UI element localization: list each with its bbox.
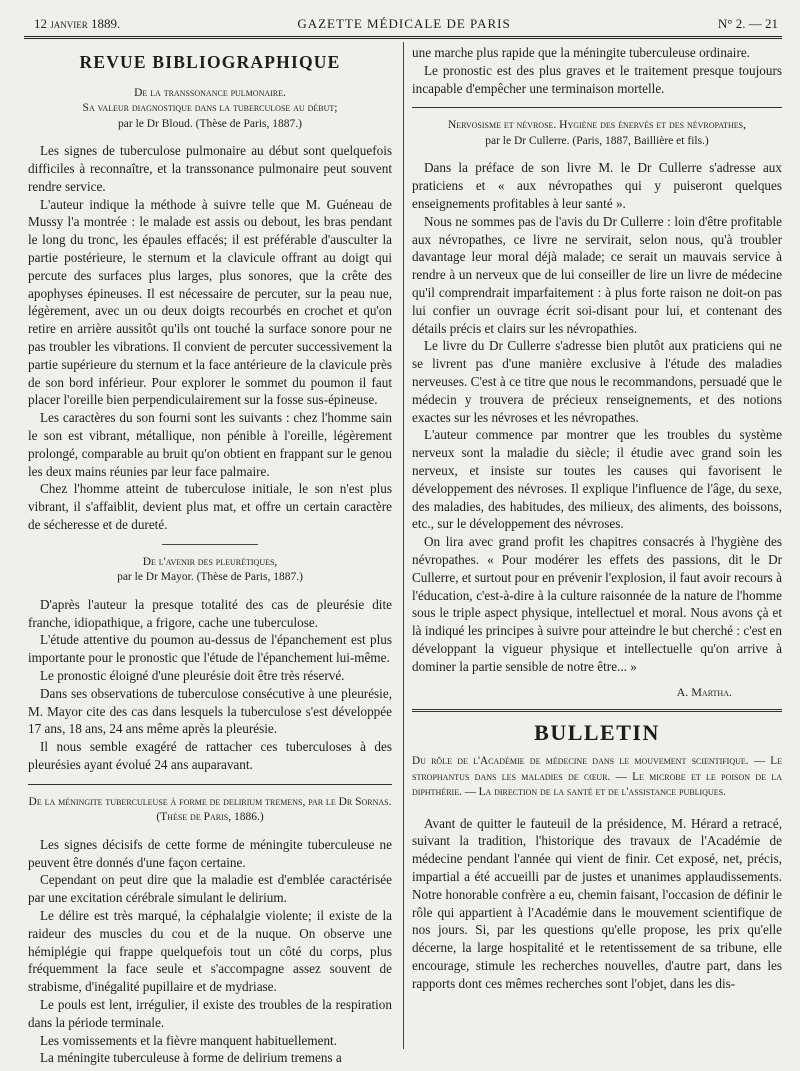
- divider: [28, 784, 392, 785]
- page-number: N° 2. — 21: [717, 16, 778, 31]
- paragraph: une marche plus rapide que la méningite tuberculeuse ordinaire.: [412, 45, 750, 60]
- paragraph: On lira avec grand profit les chapitres consacrés à l'hygiène des névropathes. « Pour modérer les effets des passions, dit le Dr Cullerre, et surtout pour en prévenir l'explosion, il faut avoir recours à l'éducation, c'est-à-dire à la culture raisonnée de la nature de l'homme sous le triple aspect physique, intellectuel et moral. Nous avons çà et là indiqué les principes à suivre pour atteindre le but cherché : c'est en développant la vigueur physique et intellectuelle qu'on arrive à dominer la partie sensible de notre être... »: [412, 534, 782, 674]
- paragraph: D'après l'auteur la presque totalité des cas de pleurésie dite franche, idiopathique, a frigore, cache une tuberculose.: [28, 596, 392, 630]
- section-title: REVUE BIBLIOGRAPHIQUE: [79, 52, 341, 72]
- divider: [412, 107, 782, 108]
- article-heading: [28, 795, 392, 826]
- column-separator: [403, 42, 404, 1049]
- article-heading: [28, 86, 392, 133]
- paragraph: L'auteur commence par montrer que les troubles du système nerveux sont la maladie du siècle; il étudie avec grand soin les nerveux, et insiste sur toutes les causes qui favorisent le développement des névroses. Il explique l'influence de l'âge, du sexe, des maladies, des habitudes, des milieux, des aliments, des boissons, etc., sur le développement des névroses.: [412, 427, 782, 532]
- bulletin-summary: Du rôle de l'Académie de médecine dans le mouvement scientifique. — Le strophantus dans les maladies de cœur. — Le microbe et le poison de la diphthérie. — La direction de la santé et de l'assistance publiques.: [412, 755, 782, 799]
- article-heading: [412, 118, 782, 149]
- paragraph: La méningite tuberculeuse à forme de delirium tremens a: [40, 1050, 342, 1066]
- right-column: [412, 44, 782, 1055]
- paragraph: Il nous semble exagéré de rattacher ces tuberculoses à des pleurésies ayant évolué 24 ans auparavant.: [28, 739, 392, 772]
- divider: [162, 544, 258, 545]
- header-rule: [24, 36, 782, 39]
- bulletin-title: BULLETIN: [534, 720, 660, 746]
- paragraph: Dans ses observations de tuberculose consécutive à une pleurésie, M. Mayor cite des cas dans lesquels la tuberculose s'est développée 17 ans, 18 ans, 24 ans même après la pleurésie.: [28, 685, 392, 737]
- article-title: De la transsonance pulmonaire.: [134, 86, 286, 99]
- article-title: De l'avenir des pleurétiques,: [142, 555, 278, 568]
- issue-date: 12 janvier 1889.: [34, 16, 121, 31]
- article-subtitle: Sa valeur diagnostique dans la tuberculose au début;: [82, 102, 338, 115]
- article-author: par le Dr Cullerre. (Paris, 1887, Baillière et fils.): [485, 134, 709, 147]
- paragraph: Le pronostic est des plus graves et le traitement presque toujours incapable d'empêcher une terminaison mortelle.: [412, 62, 782, 96]
- running-header: [30, 14, 778, 36]
- article-author: par le Dr Mayor. (Thèse de Paris, 1887.): [117, 571, 303, 584]
- paragraph: Avant de quitter le fauteuil de la présidence, M. Hérard a retracé, suivant la tradition, l'historique des travaux de l'Académie de médecine pendant l'année qui vient de finir. Cet exposé, net, précis, impartial a été accueilli par de justes et unanimes applaudissements. Notre honorable confrère a eu, chemin faisant, l'occasion de définir le rôle qui appartient à l'Académie dans le mouvement scientifique de nos jours. Si, par les questions qu'elle propose, les prix qu'elle décerne, la large hospitalité et le retentissement de sa tribune, elle encourage, stimule les recherches nouvelles, d'autre part, dans les rapports dont ces mêmes recherches sont l'objet, dans les dis-: [412, 815, 782, 991]
- paragraph: Les signes décisifs de cette forme de méningite tuberculeuse ne peuvent être donnés d'une façon certaine.: [28, 836, 392, 870]
- paragraph: Les vomissements et la fièvre manquent habituellement.: [40, 1032, 337, 1048]
- paragraph: Les signes de tuberculose pulmonaire au début sont quelquefois difficiles à reconnaître, et la transsonance pulmonaire peut souvent rendre service.: [28, 143, 392, 194]
- paragraph: Le pronostic éloigné d'une pleurésie doit être très réservé.: [40, 668, 345, 684]
- paragraph: L'étude attentive du poumon au-dessus de l'épanchement est plus importante pour le pronostic que l'étude de l'épanchement lui-même.: [28, 632, 392, 666]
- paragraph: L'auteur indique la méthode à suivre telle que M. Guéneau de Mussy l'a montrée : le malade est assis ou debout, les bras pendant le long du tronc, les épaules effacés; il est préférable d'ausculter la partie postérieure, le sternum et la clavicule offrant au doigt qui percute des surfaces plus larges, plus sonores, que la crête des apophyses épineuses. Il est nécessaire de percuter, sur la peau nue, légèrement, avec un ou deux doigts recourbés en crochet et qu'on retire en arrière aussitôt qu'ils ont touché la surface sonore pour ne pas troubler les vibrations. Il convient de percuter successivement la partie supérieure du sternum et la face antérieure de la clavicule près de son bord inférieur. Pour explorer le sommet du poumon il faut placer l'oreille bien perpendiculairement sur la fosse sus-épineuse.: [28, 196, 392, 408]
- paragraph: Cependant on peut dire que la maladie est d'emblée caractérisée par une excitation cérébrale simulant le delirium.: [28, 872, 392, 906]
- article-heading: [28, 555, 392, 586]
- article-title: Nervosisme et névrose. Hygiène des énervés et des névropathes,: [447, 119, 746, 132]
- divider: [412, 709, 782, 712]
- author-signature: A. Martha.: [676, 684, 732, 699]
- paragraph: Les caractères du son fourni sont les suivants : chez l'homme sain le son est vibrant, métallique, non pénible à l'oreille, légèrement prolongé, comparable au bruit qu'on obtient en frappant sur le genou les deux mains réunies par leur face palmaire.: [28, 410, 392, 479]
- left-column: [28, 44, 392, 1066]
- journal-title: GAZETTE MÉDICALE DE PARIS: [297, 16, 511, 31]
- article-title: De la méningite tuberculeuse à forme de delirium tremens, par le Dr Sornas. (Thèse de Paris, 1886.): [28, 795, 392, 824]
- paragraph: Nous ne sommes pas de l'avis du Dr Cullerre : loin d'être profitable aux névropathes, ce livre ne servirait, selon nous, qu'à troubler davantage leur moral déjà malade; ce serait un mauvais service à rendre à un nerveux que de lui conseiller de lire un livre de médecine qu'il comprendrait imparfaitement : à plus forte raison ne doit-on pas lui confier un ouvrage écrit soi-disant pour lui, et contenant des détails précis et clairs sur les névropathies.: [412, 213, 782, 336]
- paragraph: Chez l'homme atteint de tuberculose initiale, le son n'est plus vibrant, il s'affaiblit, devient plus mat, et offre un certain caractère de sécheresse et de dureté.: [28, 481, 392, 533]
- paragraph: Le livre du Dr Cullerre s'adresse bien plutôt aux praticiens qui ne se livrent pas d'une manière exclusive à l'étude des maladies nerveuses. C'est à ce titre que nous le recommandons, persuadé que le médecin y trouvera de précieux renseignements, et des notions exactes sur les névroses et les névropathes.: [412, 338, 782, 425]
- article-author: par le Dr Bloud. (Thèse de Paris, 1887.): [118, 117, 302, 130]
- paragraph: Le délire est très marqué, la céphalalgie violente; il existe de la raideur des muscles du cou et de la nuque. On observe une hémiplégie qui frappe quelquefois tout un côté du corps, plus fréquemment la face seule et s'accompagne assez souvent de strabisme, d'inégalité pupillaire et de mydriase.: [28, 907, 392, 995]
- paragraph: Le pouls est lent, irrégulier, il existe des troubles de la respiration dans la période terminale.: [28, 996, 392, 1030]
- paragraph: Dans la préface de son livre M. le Dr Cullerre s'adresse aux praticiens et « aux névropathes qui y puiseront quelques enseignements profitables à leur santé ».: [412, 160, 782, 211]
